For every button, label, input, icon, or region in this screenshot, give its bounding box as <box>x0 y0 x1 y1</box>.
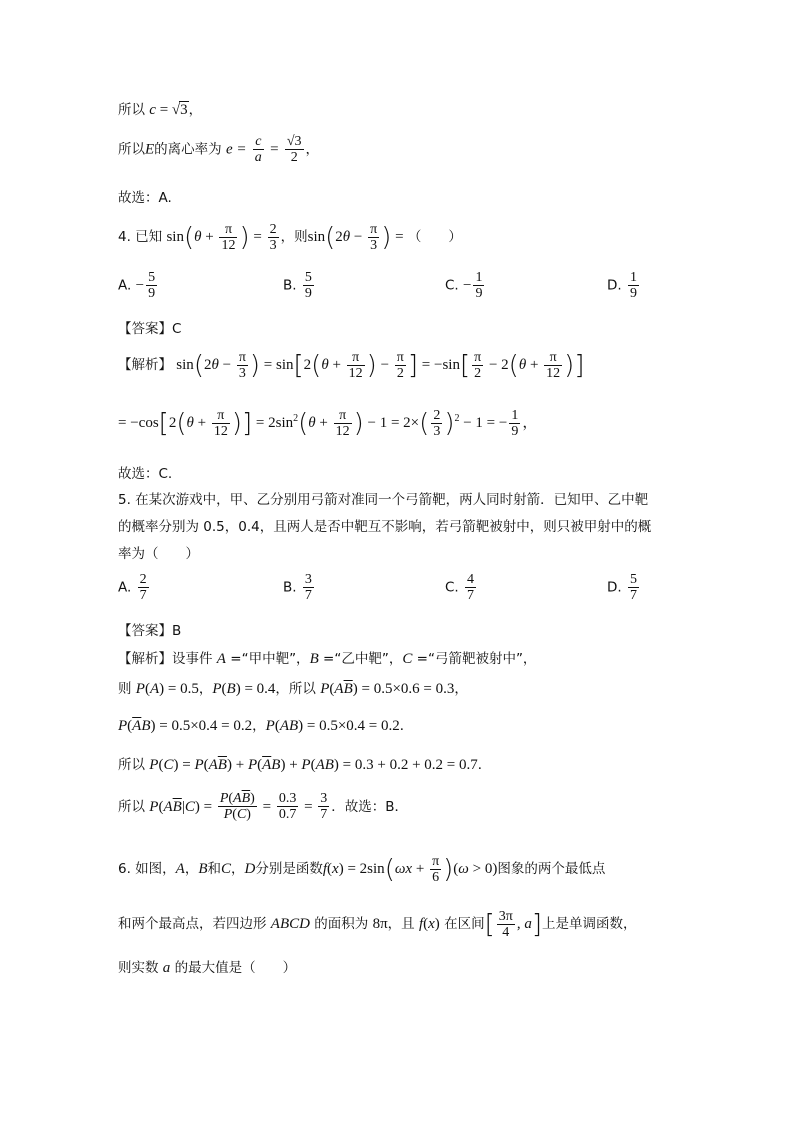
q5-option-d: D. $\frac{5}{7}$ <box>607 572 637 603</box>
text-prefix: 所以 <box>118 141 145 158</box>
q4-given: sin(θ + $\frac{\pi}{12}$ ) = $\frac{2}{3}$ <box>166 222 277 253</box>
analysis-tag: 【解析】 <box>118 356 172 373</box>
option-label: A. <box>118 579 132 596</box>
q5-analysis-line2: 则 P(A) = 0.5，P(B) = 0.4，所以 $P(A\overline{B}) = 0.5\times 0.6 = 0.3$， <box>118 681 468 697</box>
q4-mid: ，则 <box>280 228 308 245</box>
fraction-sqrt3-over-2 <box>285 134 304 165</box>
answer-blank: （ ） <box>407 228 462 245</box>
q5-analysis-line3: $P(\overline{A}B) = 0.5\times 0.4 = 0.2$，P(AB) = 0.5×0.4 = 0.2． <box>118 718 414 734</box>
punct: ， <box>188 102 203 118</box>
text-line-c <box>118 98 202 119</box>
q5-option-a: A. $\frac{2}{7}$ <box>118 572 147 603</box>
frac-den: 2 <box>290 150 298 165</box>
q6-stem-1: 6. 如图，A，B和C，D分别是函数f(x) = 2sin(ωx + $\frac{\pi}{6}$ )(ω > 0)图象的两个最低点 <box>118 854 606 885</box>
q5-stem-1: 5. 在某次游戏中，甲、乙分别用弓箭对准同一个弓箭靶，两人同时射箭．已知甲、乙中靶 <box>118 492 649 508</box>
q4-option-b: B. $\frac{5}{9}$ <box>283 270 312 301</box>
option-label: C. <box>445 277 459 294</box>
q4-number: 4. 已知 <box>118 228 163 245</box>
q4-choose: 故选：C. <box>118 466 173 482</box>
option-label: C. <box>445 579 459 596</box>
analysis-tag: 【解析】 <box>118 651 172 667</box>
q5-analysis-line5: 所以 $P(A\overline{B}|C)$ = $\frac{P(A\overline{B})}{P(C)}$ = $\frac{0.3}{0.7}$ = $\frac{3}{7}$ ．故选：B． <box>118 791 409 822</box>
text-mid: 的离心率为 <box>154 141 222 158</box>
math-e-eq: e = <box>225 141 247 158</box>
option-label: D. <box>607 277 622 294</box>
option-label: B. <box>283 579 297 596</box>
q5-option-b: B. $\frac{3}{7}$ <box>283 572 312 603</box>
option-label: B. <box>283 277 297 294</box>
q4-analysis-line1: 【解析】 sin(2θ − $\frac{\pi}{3}$ ) = sin[2(θ + $\frac{\pi}{12}$ ) − $\frac{\pi}{2}$ ] = −sin[ $\frac{\pi}{2}$ − 2(θ + $\frac{\pi}{12}$ )] <box>118 350 585 381</box>
q5-answer: 【答案】B <box>118 623 182 639</box>
q4-option-a: A. − $\frac{5}{9}$ <box>118 270 156 301</box>
q5-option-c: C. $\frac{4}{7}$ <box>445 572 475 603</box>
frac-num: c <box>253 134 264 150</box>
punct: ， <box>305 141 320 158</box>
q5-stem-3: 率为（ ） <box>118 546 199 562</box>
q4-analysis-line2: = −cos[2(θ + $\frac{\pi}{12}$ )] = $2\sin^2(\theta$ + $\frac{\pi}{12}$ ) − 1 = 2×( $\frac{2}{3}$ )$^2$ − 1 = − $\frac{1}{9}$ ， <box>118 408 538 439</box>
q4-answer: 【答案】C <box>118 321 182 337</box>
q6-stem-2: 和两个最高点，若四边形 ABCD 的面积为 8π，且 f(x) 在区间[ $\frac{3\pi}{4}$ , a]上是单调函数， <box>118 909 637 940</box>
option-label: A. <box>118 277 132 294</box>
option-label: D. <box>607 579 622 596</box>
q5-analysis-line1: 【解析】设事件 A =“甲中靶”，B =“乙中靶”，C =“弓箭靶被射中”， <box>118 651 537 667</box>
math-c-eq-sqrt3: c = √3 <box>149 102 188 118</box>
text-prefix: 所以 <box>118 102 145 118</box>
q5-stem-2: 的概率分别为 0.5，0.4，且两人是否中靶互不影响，若弓箭靶被射中，则只被甲射中的概 <box>118 519 652 535</box>
text-line-eccentricity <box>118 134 319 165</box>
math-E: E <box>145 141 155 158</box>
frac-num: √3 <box>286 134 302 149</box>
math-eq: = <box>270 141 279 158</box>
q4-ask: sin(2θ − $\frac{\pi}{3}$ ) = <box>307 222 404 253</box>
fraction-c-over-a <box>253 134 264 165</box>
choose-a: 故选：A. <box>118 190 172 206</box>
q5-analysis-line4: 所以 $P(C) = P(A\overline{B}) + P(\overline{A}B) + P(AB) = 0.3 + 0.2 + 0.2 = 0.7$． <box>118 757 492 773</box>
q4-option-c: C. − $\frac{1}{9}$ <box>445 270 483 301</box>
q4-option-d: D. $\frac{1}{9}$ <box>607 270 637 301</box>
q4-stem <box>118 222 462 253</box>
q6-stem-3: 则实数 a 的最大值是（ ） <box>118 960 297 976</box>
frac-den: a <box>254 150 262 165</box>
